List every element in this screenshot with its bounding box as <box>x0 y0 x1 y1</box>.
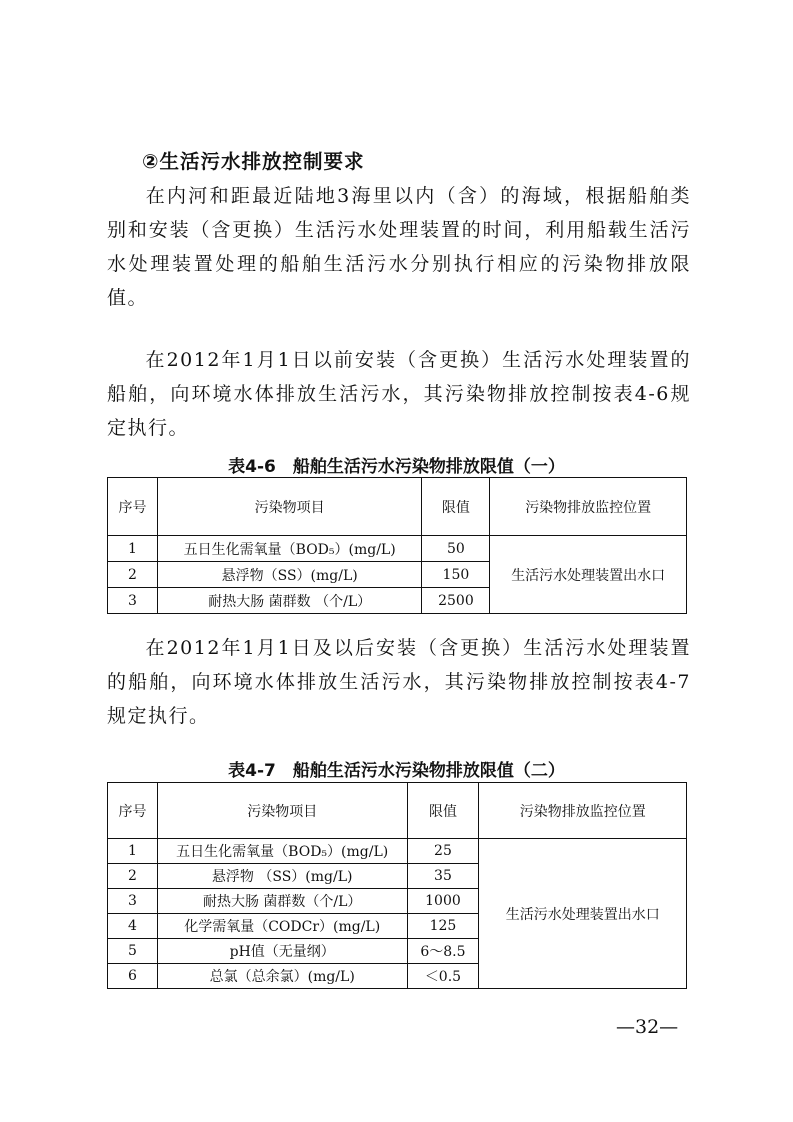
table2-cell-no: 4 <box>108 914 158 939</box>
table-row <box>108 839 687 864</box>
table1-cell-limit: 50 <box>422 536 490 562</box>
table2-cell-no: 5 <box>108 939 158 964</box>
table2-cell-item: 悬浮物 （SS）(mg/L) <box>157 864 407 889</box>
table2-cell-item: 化学需氧量（CODCr）(mg/L) <box>157 914 407 939</box>
table1-header-limit: 限值 <box>422 478 490 536</box>
table1-header-item: 污染物项目 <box>157 478 422 536</box>
table1-cell-no: 1 <box>108 536 158 562</box>
table2-cell-no: 1 <box>108 839 158 864</box>
table1-cell-item: 悬浮物（SS）(mg/L) <box>157 562 422 588</box>
table2-header-row <box>108 783 687 839</box>
paragraph-3-text: 在2012年1月1日及以后安装（含更换）生活污水处理装置的船舶，向环境水体排放生活污水，其污染物排放控制按表4-7规定执行。 <box>107 637 691 727</box>
table2-cell-no: 6 <box>108 964 158 989</box>
table2-header-item: 污染物项目 <box>157 783 407 839</box>
paragraph-1 <box>107 179 691 315</box>
table2-cell-item: pH值（无量纲） <box>157 939 407 964</box>
table1-cell-no: 3 <box>108 588 158 614</box>
table2-header-limit: 限值 <box>407 783 479 839</box>
page-number: —32— <box>616 1016 679 1038</box>
table1-header-location: 污染物排放监控位置 <box>490 478 687 536</box>
table2-caption: 表4-7 船舶生活污水污染物排放限值（二） <box>228 761 565 781</box>
table2-cell-item: 五日生化需氧量（BOD₅）(mg/L) <box>157 839 407 864</box>
table2-cell-limit: 1000 <box>407 889 479 914</box>
table2-cell-no: 3 <box>108 889 158 914</box>
paragraph-2 <box>107 343 691 445</box>
table1-header-no: 序号 <box>108 478 158 536</box>
table2-header-no: 序号 <box>108 783 158 839</box>
table1-cell-limit: 2500 <box>422 588 490 614</box>
table1-cell-limit: 150 <box>422 562 490 588</box>
table2-cell-item: 总氯（总余氯）(mg/L) <box>157 964 407 989</box>
table2-cell-location: 生活污水处理装置出水口 <box>479 839 687 989</box>
table2-cell-item: 耐热大肠 菌群数（个/L） <box>157 889 407 914</box>
table1-header-row <box>108 478 687 536</box>
table2-cell-limit: 35 <box>407 864 479 889</box>
table1-cell-item: 耐热大肠 菌群数 （个/L） <box>157 588 422 614</box>
paragraph-3 <box>107 631 691 733</box>
table2-cell-limit: 125 <box>407 914 479 939</box>
table2 <box>107 782 687 989</box>
table2-cell-no: 2 <box>108 864 158 889</box>
table1 <box>107 477 687 614</box>
table1-cell-no: 2 <box>108 562 158 588</box>
paragraph-2-text: 在2012年1月1日以前安装（含更换）生活污水处理装置的船舶，向环境水体排放生活污水，其污染物排放控制按表4-6规定执行。 <box>107 349 691 439</box>
table2-cell-limit: ＜0.5 <box>407 964 479 989</box>
table2-cell-limit: 6～8.5 <box>407 939 479 964</box>
table1-cell-item: 五日生化需氧量（BOD₅）(mg/L) <box>157 536 422 562</box>
section-heading: ②生活污水排放控制要求 <box>142 150 365 173</box>
table1-cell-location: 生活污水处理装置出水口 <box>490 536 687 614</box>
table1-caption: 表4-6 船舶生活污水污染物排放限值（一） <box>228 457 565 477</box>
paragraph-1-text: 在内河和距最近陆地3海里以内（含）的海域，根据船舶类别和安装（含更换）生活污水处理装置的时间，利用船载生活污水处理装置处理的船舶生活污水分别执行相应的污染物排放限值。 <box>107 185 691 309</box>
table2-cell-limit: 25 <box>407 839 479 864</box>
table2-header-location: 污染物排放监控位置 <box>479 783 687 839</box>
table-row <box>108 536 687 562</box>
